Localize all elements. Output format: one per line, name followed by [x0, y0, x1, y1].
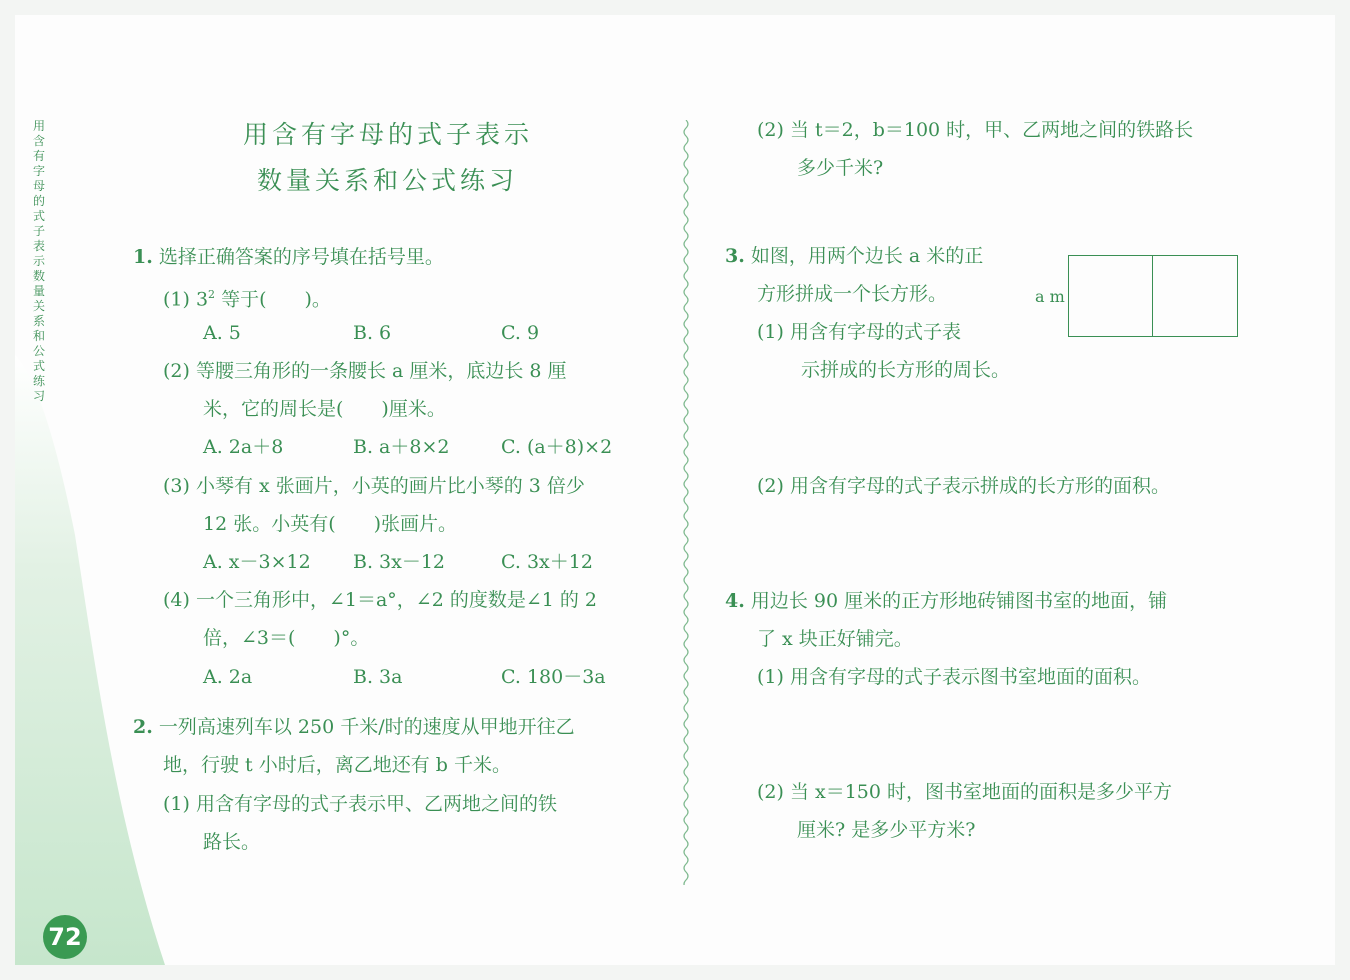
- worksheet-page: [15, 15, 1335, 965]
- q1-text: 选择正确答案的序号填在括号里。: [158, 246, 444, 268]
- q1-2-option-b: B. a＋8×2: [353, 436, 450, 458]
- q1-4-line1: (4) 一个三角形中，∠1＝a°，∠2 的度数是∠1 的 2: [163, 589, 598, 611]
- rectangle-figure: [1068, 255, 1238, 337]
- figure-side-label: a m: [1035, 287, 1065, 306]
- q1-number: 1.: [133, 246, 153, 268]
- side-title: 用含有字母的式子表示数量关系和公式练习: [32, 119, 45, 403]
- q1-4-option-a: A. 2a: [203, 666, 253, 688]
- q3-1-line2: 示拼成的长方形的周长。: [801, 359, 1011, 381]
- q1-1-post: 等于( )。: [215, 288, 331, 311]
- q2-text: 一列高速列车以 250 千米/时的速度从甲地开往乙: [158, 716, 575, 738]
- title-line2: 数量关系和公式练习: [257, 166, 519, 195]
- q1-3-option-c: C. 3x＋12: [501, 551, 593, 573]
- q4-2-line2: 厘米? 是多少平方米?: [797, 819, 976, 841]
- q3-line1: [725, 244, 983, 268]
- figure-divider-line: [1152, 256, 1153, 336]
- q3-1-line1: (1) 用含有字母的式子表: [757, 321, 961, 343]
- q1-1-option-b: B. 6: [353, 322, 392, 344]
- q1-1: [163, 283, 331, 311]
- q1-1-pre: (1) 3: [163, 288, 209, 311]
- q1-4-option-b: B. 3a: [353, 666, 403, 688]
- q4-text: 用边长 90 厘米的正方形地砖铺图书室的地面，铺: [750, 590, 1168, 612]
- title-line1: 用含有字母的式子表示: [243, 120, 534, 149]
- q1-3-line2: 12 张。小英有( )张画片。: [203, 513, 458, 535]
- q3-2: (2) 用含有字母的式子表示拼成的长方形的面积。: [757, 475, 1170, 497]
- q4-line2: 了 x 块正好铺完。: [757, 628, 913, 650]
- q1-3-option-b: B. 3x－12: [353, 551, 446, 573]
- q1-1-option-a: A. 5: [203, 322, 241, 344]
- q1-2-option-c: C. (a＋8)×2: [501, 436, 613, 458]
- q3-number: 3.: [725, 245, 745, 267]
- q2-line2: 地，行驶 t 小时后，离乙地还有 b 千米。: [163, 754, 511, 776]
- q4-line1: [725, 589, 1167, 613]
- q1-2-line1: (2) 等腰三角形的一条腰长 a 厘米，底边长 8 厘: [163, 360, 567, 382]
- q2-2-line1: (2) 当 t＝2，b＝100 时，甲、乙两地之间的铁路长: [757, 119, 1194, 141]
- q2-1-line1: (1) 用含有字母的式子表示甲、乙两地之间的铁: [163, 793, 557, 815]
- q1-1-exponent: 2: [208, 288, 216, 301]
- q3-line2: 方形拼成一个长方形。: [757, 283, 948, 305]
- page-number: 72: [43, 915, 87, 959]
- q2-2-line2: 多少千米?: [797, 157, 884, 179]
- q1-3-line1: (3) 小琴有 x 张画片，小英的画片比小琴的 3 倍少: [163, 475, 585, 497]
- wavy-divider: [680, 120, 692, 885]
- q4-1: (1) 用含有字母的式子表示图书室地面的面积。: [757, 666, 1151, 688]
- q2-number: 2.: [133, 716, 153, 738]
- q1-3-option-a: A. x－3×12: [203, 551, 311, 573]
- q4-number: 4.: [725, 590, 745, 612]
- q3-text: 如图，用两个边长 a 米的正: [750, 245, 984, 267]
- q1-4-option-c: C. 180－3a: [501, 666, 606, 688]
- q2-1-line2: 路长。: [203, 831, 261, 853]
- q1-1-option-c: C. 9: [501, 322, 540, 344]
- q1-2-line2: 米，它的周长是( )厘米。: [203, 398, 446, 420]
- q1-2-option-a: A. 2a＋8: [203, 436, 284, 458]
- q1-stem: [133, 245, 444, 269]
- q4-2-line1: (2) 当 x＝150 时，图书室地面的面积是多少平方: [757, 781, 1173, 803]
- q1-4-line2: 倍，∠3＝( )°。: [203, 627, 370, 649]
- q2-line1: [133, 715, 575, 739]
